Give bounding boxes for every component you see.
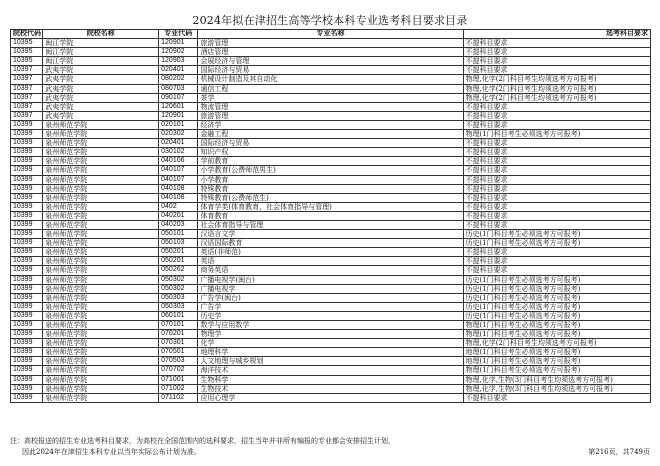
school-name-cell: 武夷学院 — [43, 75, 159, 84]
major-name-cell: 数学与应用数学 — [198, 321, 463, 330]
school-name-cell: 泉州师范学院 — [43, 302, 159, 311]
major-name-cell: 体育教育 — [198, 211, 463, 220]
school-code-cell: 10399 — [11, 266, 43, 275]
subject-requirement-cell: 历史(1门科目考生必须选考方可报考) — [463, 230, 651, 239]
school-code-cell: 10399 — [11, 148, 43, 157]
table-row — [11, 302, 651, 311]
table-row — [11, 393, 651, 402]
subject-requirement-cell: 物理(1门科目考生必须选考方可报考) — [463, 130, 651, 139]
school-name-cell: 泉州师范学院 — [43, 266, 159, 275]
subject-requirement-cell: 不提科目要求 — [463, 202, 651, 211]
subject-requirement-cell: 不提科目要求 — [463, 120, 651, 129]
major-name-cell: 英语 — [198, 257, 463, 266]
school-code-cell: 10399 — [11, 330, 43, 339]
header-subject-requirement: 选考科目要求 — [463, 30, 651, 39]
major-code-cell: 080202 — [159, 75, 198, 84]
school-name-cell: 闽江学院 — [43, 48, 159, 57]
table-row — [11, 348, 651, 357]
table-row — [11, 166, 651, 175]
school-code-cell: 10399 — [11, 293, 43, 302]
school-name-cell: 泉州师范学院 — [43, 311, 159, 320]
school-code-cell: 10399 — [11, 393, 43, 402]
major-code-cell: 050262 — [159, 266, 198, 275]
school-code-cell: 10399 — [11, 202, 43, 211]
school-name-cell: 泉州师范学院 — [43, 220, 159, 229]
school-name-cell: 泉州师范学院 — [43, 375, 159, 384]
school-code-cell: 10395 — [11, 57, 43, 66]
school-code-cell: 10399 — [11, 211, 43, 220]
major-code-cell: 040108 — [159, 193, 198, 202]
school-code-cell: 10399 — [11, 166, 43, 175]
school-code-cell: 10399 — [11, 302, 43, 311]
major-code-cell: 070501 — [159, 348, 198, 357]
table-row — [11, 330, 651, 339]
school-name-cell: 武夷学院 — [43, 66, 159, 75]
school-name-cell: 泉州师范学院 — [43, 293, 159, 302]
school-code-cell: 10399 — [11, 139, 43, 148]
table-row — [11, 157, 651, 166]
major-name-cell: 特殊教育(公费师范生) — [198, 193, 463, 202]
major-name-cell: 广告学 — [198, 302, 463, 311]
table-row — [11, 230, 651, 239]
major-name-cell: 海洋技术 — [198, 366, 463, 375]
footnote-line-2: 因此2024年在津招生本科专业以当年实际公布计划为准。 — [22, 448, 201, 456]
school-code-cell: 10399 — [11, 357, 43, 366]
school-name-cell: 泉州师范学院 — [43, 166, 159, 175]
subject-requirement-cell: 历史(1门科目考生必须选考方可报考) — [463, 284, 651, 293]
table-row — [11, 202, 651, 211]
major-code-cell: 071102 — [159, 393, 198, 402]
header-major-name: 专业名称 — [198, 30, 463, 39]
school-code-cell: 10399 — [11, 366, 43, 375]
table-row — [11, 148, 651, 157]
table-body — [11, 39, 651, 403]
table-row — [11, 66, 651, 75]
major-code-cell: 070201 — [159, 330, 198, 339]
table-row — [11, 111, 651, 120]
header-major-code: 专业代码 — [159, 30, 198, 39]
table-row — [11, 239, 651, 248]
subject-requirement-cell: 不提科目要求 — [463, 248, 651, 257]
subject-requirement-cell: 不提科目要求 — [463, 102, 651, 111]
major-name-cell: 茶学 — [198, 93, 463, 102]
subject-requirement-cell: 不提科目要求 — [463, 393, 651, 402]
subject-requirement-cell: 不提科目要求 — [463, 57, 651, 66]
header-school-code: 院校代码 — [11, 30, 43, 39]
school-code-cell: 10399 — [11, 339, 43, 348]
school-name-cell: 泉州师范学院 — [43, 348, 159, 357]
school-code-cell: 10399 — [11, 321, 43, 330]
major-name-cell: 广播电视学 — [198, 284, 463, 293]
table-row — [11, 293, 651, 302]
table-row — [11, 102, 651, 111]
table-row — [11, 311, 651, 320]
table-row — [11, 93, 651, 102]
major-name-cell: 地理科学 — [198, 348, 463, 357]
subject-requirement-cell: 不提科目要求 — [463, 166, 651, 175]
school-name-cell: 泉州师范学院 — [43, 257, 159, 266]
table-row — [11, 357, 651, 366]
school-name-cell: 泉州师范学院 — [43, 384, 159, 393]
major-name-cell: 商务英语 — [198, 266, 463, 275]
table-row — [11, 248, 651, 257]
major-code-cell: 120901 — [159, 111, 198, 120]
major-name-cell: 汉语国际教育 — [198, 239, 463, 248]
major-code-cell: 070702 — [159, 366, 198, 375]
major-name-cell: 小学教育(公费师范男生) — [198, 166, 463, 175]
major-name-cell: 小学教育 — [198, 175, 463, 184]
table-row — [11, 284, 651, 293]
school-name-cell: 闽江学院 — [43, 39, 159, 48]
subject-requirement-cell: 不提科目要求 — [463, 157, 651, 166]
major-code-cell: 060101 — [159, 311, 198, 320]
subject-requirement-cell: 物理,化学(2门科目考生均须选考方可报考) — [463, 339, 651, 348]
school-code-cell: 10397 — [11, 93, 43, 102]
major-name-cell: 广告学(闽台) — [198, 293, 463, 302]
school-name-cell: 武夷学院 — [43, 84, 159, 93]
school-code-cell: 10399 — [11, 230, 43, 239]
school-code-cell: 10395 — [11, 39, 43, 48]
major-name-cell: 旅游管理 — [198, 39, 463, 48]
major-code-cell: 090107 — [159, 93, 198, 102]
subject-requirement-cell: 历史(1门科目考生必须选考方可报考) — [463, 293, 651, 302]
school-code-cell: 10399 — [11, 184, 43, 193]
major-code-cell: 080703 — [159, 84, 198, 93]
school-name-cell: 泉州师范学院 — [43, 120, 159, 129]
major-name-cell: 应用心理学 — [198, 393, 463, 402]
school-name-cell: 泉州师范学院 — [43, 130, 159, 139]
table-header-row — [11, 30, 651, 39]
subject-requirement-cell: 物理,化学,生物(3门科目考生均须选考方可报考) — [463, 375, 651, 384]
school-code-cell: 10397 — [11, 75, 43, 84]
subject-requirement-cell: 物理,化学,生物(3门科目考生均须选考方可报考) — [463, 384, 651, 393]
major-name-cell: 旅游管理 — [198, 111, 463, 120]
header-school-name: 院校名称 — [43, 30, 159, 39]
subject-requirement-cell: 物理,化学(2门科目考生均须选考方可报考) — [463, 93, 651, 102]
major-code-cell: 071002 — [159, 384, 198, 393]
table-row — [11, 220, 651, 229]
table-row — [11, 120, 651, 129]
subject-requirements-table — [10, 29, 651, 403]
major-name-cell: 历史学 — [198, 311, 463, 320]
major-name-cell: 物理学 — [198, 330, 463, 339]
major-code-cell: 050103 — [159, 239, 198, 248]
subject-requirement-cell: 历史(1门科目考生必须选考方可报考) — [463, 275, 651, 284]
school-name-cell: 闽江学院 — [43, 57, 159, 66]
major-code-cell: 040107 — [159, 175, 198, 184]
major-code-cell: 020401 — [159, 66, 198, 75]
major-name-cell: 国际经济与贸易 — [198, 66, 463, 75]
school-code-cell: 10399 — [11, 220, 43, 229]
school-name-cell: 泉州师范学院 — [43, 239, 159, 248]
school-code-cell: 10399 — [11, 275, 43, 284]
major-name-cell: 体育学类(体育教育，社会体育指导与管理) — [198, 202, 463, 211]
major-code-cell: 040107 — [159, 166, 198, 175]
major-name-cell: 金融工程 — [198, 130, 463, 139]
school-code-cell: 10399 — [11, 257, 43, 266]
major-name-cell: 人文地理与城乡规划 — [198, 357, 463, 366]
school-name-cell: 泉州师范学院 — [43, 202, 159, 211]
major-code-cell: 050303 — [159, 293, 198, 302]
major-code-cell: 050201 — [159, 248, 198, 257]
major-code-cell: 120903 — [159, 57, 198, 66]
table-row — [11, 375, 651, 384]
school-name-cell: 武夷学院 — [43, 93, 159, 102]
subject-requirement-cell: 物理(1门科目考生必须选考方可报考) — [463, 330, 651, 339]
major-code-cell: 040108 — [159, 184, 198, 193]
school-code-cell: 10399 — [11, 284, 43, 293]
major-code-cell: 120601 — [159, 102, 198, 111]
school-name-cell: 泉州师范学院 — [43, 357, 159, 366]
table-row — [11, 321, 651, 330]
table-row — [11, 275, 651, 284]
major-name-cell: 特殊教育 — [198, 184, 463, 193]
table-row — [11, 75, 651, 84]
school-code-cell: 10399 — [11, 130, 43, 139]
school-code-cell: 10399 — [11, 384, 43, 393]
major-code-cell: 120901 — [159, 39, 198, 48]
subject-requirement-cell: 历史(1门科目考生必须选考方可报考) — [463, 311, 651, 320]
school-code-cell: 10399 — [11, 120, 43, 129]
school-code-cell: 10397 — [11, 66, 43, 75]
school-name-cell: 泉州师范学院 — [43, 193, 159, 202]
subject-requirement-cell: 不提科目要求 — [463, 220, 651, 229]
major-name-cell: 社会体育指导与管理 — [198, 220, 463, 229]
school-code-cell: 10399 — [11, 157, 43, 166]
school-name-cell: 泉州师范学院 — [43, 366, 159, 375]
school-code-cell: 10399 — [11, 311, 43, 320]
subject-requirement-cell: 不提科目要求 — [463, 111, 651, 120]
major-code-cell: 070503 — [159, 357, 198, 366]
school-name-cell: 泉州师范学院 — [43, 321, 159, 330]
table-row — [11, 384, 651, 393]
subject-requirement-cell: 历史(1门科目考生必须选考方可报考) — [463, 302, 651, 311]
school-code-cell: 10399 — [11, 239, 43, 248]
major-name-cell: 通信工程 — [198, 84, 463, 93]
major-code-cell: 070301 — [159, 339, 198, 348]
school-name-cell: 武夷学院 — [43, 111, 159, 120]
school-name-cell: 泉州师范学院 — [43, 139, 159, 148]
major-code-cell: 050302 — [159, 275, 198, 284]
school-name-cell: 泉州师范学院 — [43, 248, 159, 257]
school-code-cell: 10399 — [11, 248, 43, 257]
table-row — [11, 211, 651, 220]
subject-requirement-cell: 物理,化学(2门科目考生均须选考方可报考) — [463, 84, 651, 93]
major-code-cell: 070101 — [159, 321, 198, 330]
major-code-cell: 020101 — [159, 120, 198, 129]
table-row — [11, 193, 651, 202]
school-code-cell: 10399 — [11, 348, 43, 357]
table-row — [11, 257, 651, 266]
major-name-cell: 生物科学 — [198, 375, 463, 384]
subject-requirement-cell: 不提科目要求 — [463, 266, 651, 275]
major-code-cell: 120902 — [159, 48, 198, 57]
subject-requirement-cell: 不提科目要求 — [463, 139, 651, 148]
major-name-cell: 广播电视学(闽台) — [198, 275, 463, 284]
major-name-cell: 物流管理 — [198, 102, 463, 111]
school-code-cell: 10397 — [11, 84, 43, 93]
page-indicator: 第216页，共749页 — [588, 448, 650, 456]
school-name-cell: 泉州师范学院 — [43, 157, 159, 166]
major-name-cell: 学前教育 — [198, 157, 463, 166]
subject-requirement-cell: 地理(1门科目考生必须选考方可报考) — [463, 357, 651, 366]
major-code-cell: 020302 — [159, 130, 198, 139]
school-code-cell: 10399 — [11, 193, 43, 202]
school-name-cell: 泉州师范学院 — [43, 175, 159, 184]
document-title: 2024年拟在津招生高等学校本科专业选考科目要求目录 — [192, 14, 468, 27]
major-code-cell: 050101 — [159, 230, 198, 239]
table-row — [11, 130, 651, 139]
major-code-cell: 030102 — [159, 148, 198, 157]
major-code-cell: 050303 — [159, 302, 198, 311]
subject-requirement-cell: 地理(1门科目考生必须选考方可报考) — [463, 348, 651, 357]
school-code-cell: 10399 — [11, 175, 43, 184]
school-name-cell: 泉州师范学院 — [43, 211, 159, 220]
major-code-cell: 040201 — [159, 211, 198, 220]
school-name-cell: 泉州师范学院 — [43, 275, 159, 284]
subject-requirement-cell: 物理(1门科目考生必须选考方可报考) — [463, 321, 651, 330]
major-code-cell: 020401 — [159, 139, 198, 148]
subject-requirement-cell: 历史(1门科目考生必须选考方可报考) — [463, 239, 651, 248]
major-name-cell: 会展经济与管理 — [198, 57, 463, 66]
table-row — [11, 48, 651, 57]
subject-requirement-cell: 物理,化学(2门科目考生均须选考方可报考) — [463, 75, 651, 84]
major-name-cell: 汉语言文学 — [198, 230, 463, 239]
table-row — [11, 266, 651, 275]
major-name-cell: 生物技术 — [198, 384, 463, 393]
subject-requirement-cell: 不提科目要求 — [463, 184, 651, 193]
table-row — [11, 139, 651, 148]
major-code-cell: 040106 — [159, 157, 198, 166]
subject-requirement-cell: 不提科目要求 — [463, 48, 651, 57]
major-name-cell: 酒店管理 — [198, 48, 463, 57]
school-name-cell: 泉州师范学院 — [43, 330, 159, 339]
major-name-cell: 化学 — [198, 339, 463, 348]
major-code-cell: 050201 — [159, 257, 198, 266]
subject-requirement-cell: 不提科目要求 — [463, 175, 651, 184]
subject-requirement-cell: 不提科目要求 — [463, 148, 651, 157]
school-name-cell: 泉州师范学院 — [43, 230, 159, 239]
major-code-cell: 040203 — [159, 220, 198, 229]
subject-requirement-cell: 不提科目要求 — [463, 66, 651, 75]
table-row — [11, 366, 651, 375]
table-row — [11, 339, 651, 348]
major-code-cell: 071001 — [159, 375, 198, 384]
subject-requirement-cell: 不提科目要求 — [463, 257, 651, 266]
subject-requirement-cell: 物理(1门科目考生必须选考方可报考) — [463, 366, 651, 375]
school-name-cell: 泉州师范学院 — [43, 284, 159, 293]
table-row — [11, 84, 651, 93]
subject-requirement-cell: 不提科目要求 — [463, 193, 651, 202]
table-row — [11, 39, 651, 48]
school-code-cell: 10395 — [11, 48, 43, 57]
subject-requirement-cell: 不提科目要求 — [463, 39, 651, 48]
major-code-cell: 050302 — [159, 284, 198, 293]
major-name-cell: 英语(非师范) — [198, 248, 463, 257]
school-name-cell: 泉州师范学院 — [43, 148, 159, 157]
table-row — [11, 184, 651, 193]
school-code-cell: 10399 — [11, 375, 43, 384]
school-name-cell: 泉州师范学院 — [43, 339, 159, 348]
footnote-line-1: 注：高校报送的招生专业选考科目要求，为高校在全国范围内的选科要求，招生当年并非所有编报的专业都会安排招生计划， — [10, 437, 395, 445]
school-name-cell: 泉州师范学院 — [43, 393, 159, 402]
table-row — [11, 57, 651, 66]
subject-requirement-cell: 不提科目要求 — [463, 211, 651, 220]
table-row — [11, 175, 651, 184]
school-name-cell: 武夷学院 — [43, 102, 159, 111]
major-code-cell: 0402 — [159, 202, 198, 211]
major-name-cell: 国际经济与贸易 — [198, 139, 463, 148]
school-name-cell: 泉州师范学院 — [43, 184, 159, 193]
major-name-cell: 知识产权 — [198, 148, 463, 157]
major-name-cell: 机械设计制造及其自动化 — [198, 75, 463, 84]
school-code-cell: 10397 — [11, 102, 43, 111]
school-code-cell: 10397 — [11, 111, 43, 120]
major-name-cell: 经济学 — [198, 120, 463, 129]
